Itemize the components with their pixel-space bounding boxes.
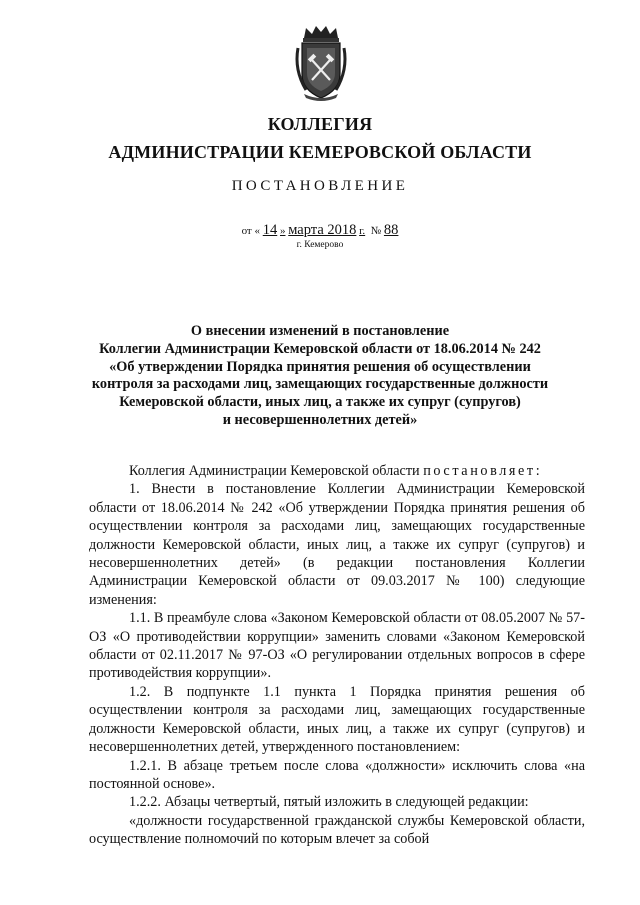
intro-spaced-word: постановляет: [423,463,543,479]
document-body [89,462,585,849]
date-month-year: марта 2018 [288,222,357,238]
paragraph-1-2: 1.2. В подпункте 1.1 пункта 1 Порядка принятия решения об осуществлении контроля за расходами лиц, замещающих государственные должности Кемеровской области, иных лиц, а также их супруг (супругов) и несовершеннолетних детей, утвержденного постановлением: [89,683,585,756]
title-line: О внесении изменений в постановление [190,323,450,339]
title-line: Коллегии Администрации Кемеровской области от 18.06.2014 № 242 [99,340,541,357]
date-number-line [0,222,640,239]
date-day: 14 [262,222,278,238]
org-name-line2: АДМИНИСТРАЦИИ КЕМЕРОВСКОЙ ОБЛАСТИ [108,142,532,162]
document-number: 88 [383,222,399,238]
title-line: контроля за расходами лиц, замещающих государственные должности [91,376,549,393]
intro-text: Коллегия Администрации Кемеровской области [129,463,420,479]
intro-paragraph [89,462,585,480]
date-suffix: г. [359,225,366,237]
city: г. Кемерово [296,240,344,250]
title-line: Кемеровской области, иных лиц, а также их супруг (супругов) [119,394,521,411]
paragraph-1-1: 1.1. В преамбуле слова «Законом Кемеровской области от 08.05.2007 № 57-ОЗ «О противодействии коррупции» заменить словами «Законом Кемеровской области от 02.11.2017 № 97-ОЗ «О регулировании отдельных вопросов в сфере противодействия коррупции». [89,610,585,682]
paragraph-1-2-2: 1.2.2. Абзацы четвертый, пятый изложить в следующей редакции: [129,794,529,811]
org-name-line1: КОЛЛЕГИЯ [267,114,373,134]
date-mid: » [279,225,286,237]
title-line: и несовершеннолетних детей» [222,411,418,428]
document-type: ПОСТАНОВЛЕНИЕ [231,178,409,194]
paragraph-1: 1. Внести в постановление Коллегии Администрации Кемеровской области от 18.06.2014 № 242 «Об утверждении Порядка принятия решения об осуществлении контроля за расходами лиц, замещающих государственные должности Кемеровской области, иных лиц, а также их супруг (супругов) и несовершеннолетних детей» (в редакции постановления Коллегии Администрации Кемеровской области от 09.03.2017 № 100) следующие изменения: [89,481,585,608]
paragraph-quote: «должности государственной гражданской службы Кемеровской области, осуществление полномочий по которым влечет за собой [89,812,585,848]
title-line: «Об утверждении Порядка принятия решения об осуществлении [109,358,531,375]
date-prefix: от « [241,225,260,237]
kemerovo-coat-of-arms-icon [292,24,350,104]
document-title [84,323,556,430]
number-sign: № [370,225,382,237]
paragraph-1-2-1: 1.2.1. В абзаце третьем после слова «должности» исключить слова «на постоянной основе». [89,757,585,792]
